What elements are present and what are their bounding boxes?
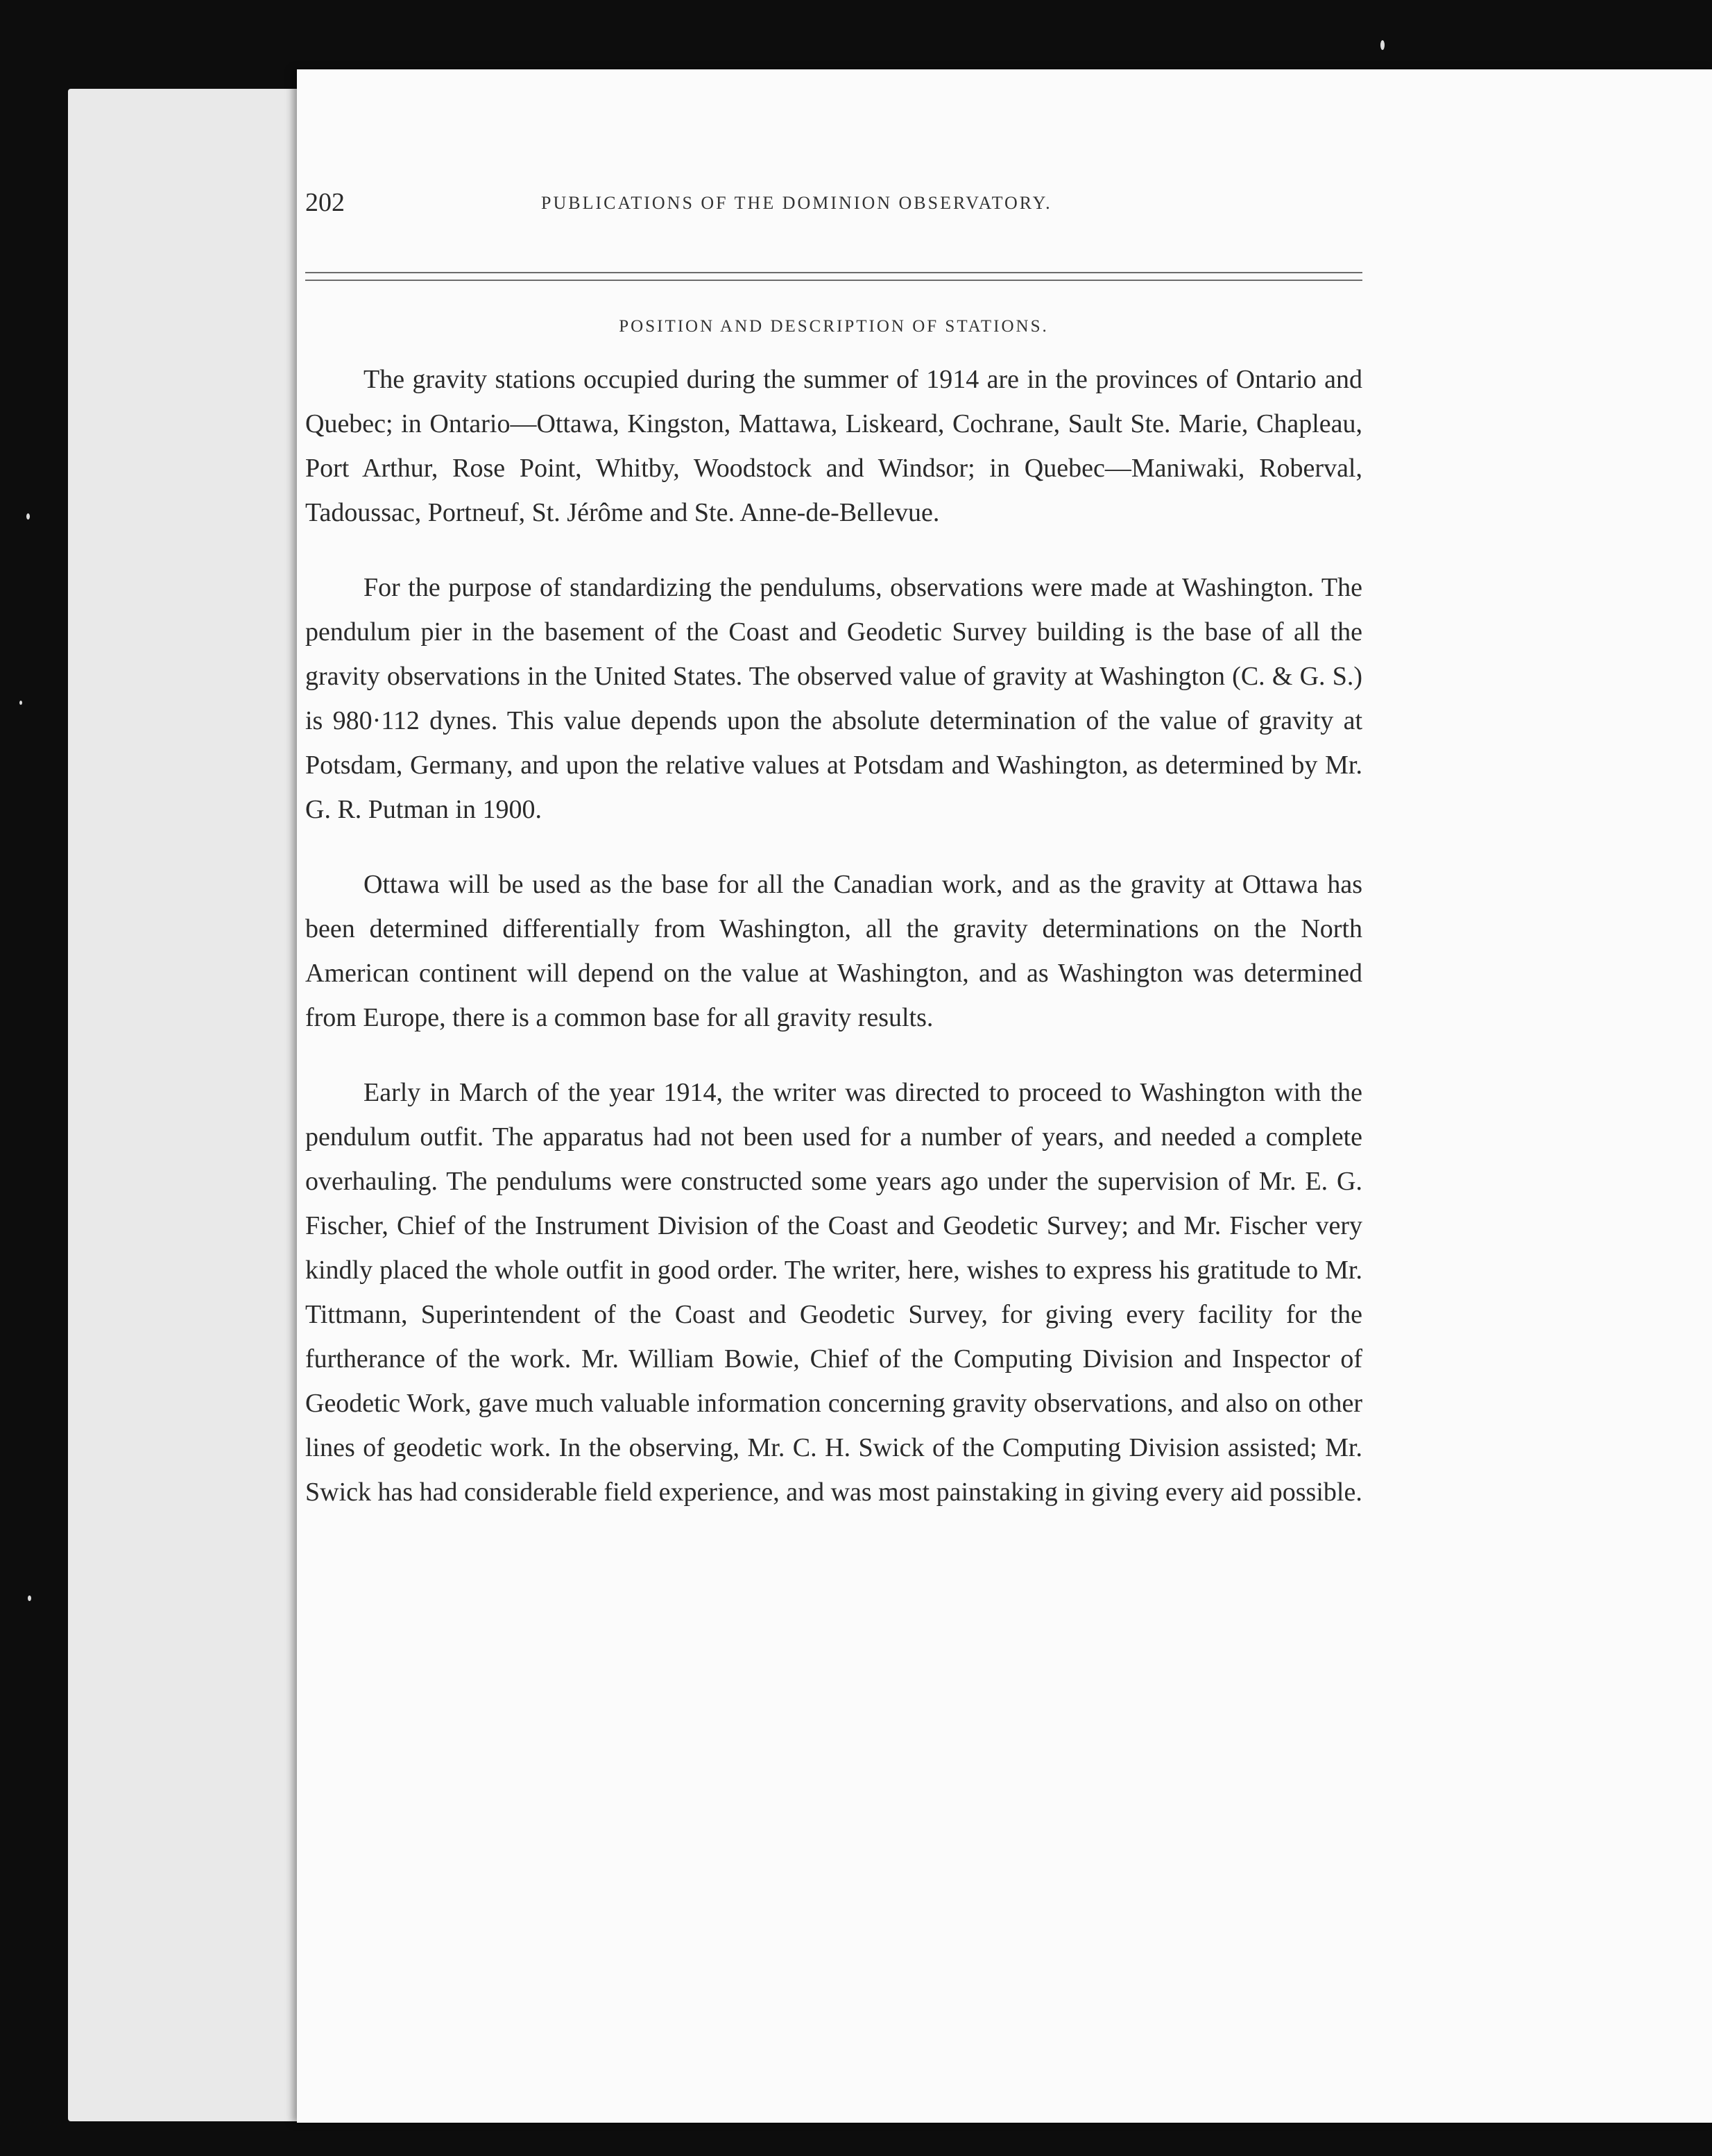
scan-speck xyxy=(26,513,30,520)
paragraph-ottawa-base: Ottawa will be used as the base for all the Canadian work, and as the gravity at Ottawa has been determined differentially from Washington, all the gravity determinations on the North American continent will depend on the value at Washington, and as Washington was determined from Europe, there is a common base for all gravity results. xyxy=(305,870,1362,1032)
paragraph-stations: The gravity stations occupied during the summer of 1914 are in the provinces of Ontario and Quebec; in Ontario—Ottawa, Kingston, Mattawa, Liskeard, Cochrane, Sault Ste. Marie, Chapleau, Port Arthur, Rose Point, Whitby, Woodstock and Windsor; in Quebec—Maniwaki, Roberval, Tadoussac, Portneuf, St. Jérôme and Ste. Anne-de-Bellevue. xyxy=(305,365,1362,527)
paragraph-washington-trip: Early in March of the year 1914, the writer was directed to proceed to Washington with the pendulum outfit. The apparatus had not been used for a number of years, and needed a complete overhauling. The pendulums were constructed some years ago under the supervision of Mr. E. G. Fischer, Chief of the Instrument Division of the Coast and Geodetic Survey; and Mr. Fischer very kindly placed the whole outfit in good order. The writer, here, wishes to express his gratitude to Mr. Tittmann, Superintendent of the Coast and Geodetic Survey, for giving every facility for the furtherance of the work. Mr. William Bowie, Chief of the Computing Division and Inspector of Geodetic Work, gave much valuable information concerning gravity observations, and also on other lines of geodetic work. In the observing, Mr. C. H. Swick of the Computing Division assisted; Mr. Swick has had considerable field experience, and was most painstaking in giving every aid possible. xyxy=(305,1078,1362,1507)
page-text-block xyxy=(305,187,1658,1545)
paragraph-standardizing: For the purpose of standardizing the pendulums, observations were made at Washington. The pendulum pier in the basement of the Coast and Geodetic Survey building is the base of all the gravity observations in the United States. The observed value of gravity at Washington (C. & G. S.) is 980·112 dynes. This value depends upon the absolute determination of the value of gravity at Potsdam, Germany, and upon the relative values at Potsdam and Washington, as determined by Mr. G. R. Putman in 1900. xyxy=(305,573,1362,824)
section-heading: POSITION AND DESCRIPTION OF STATIONS. xyxy=(619,317,1049,336)
header-double-rule xyxy=(305,272,1362,281)
scan-speck xyxy=(28,1595,31,1601)
page-number: 202 xyxy=(305,188,345,217)
running-header xyxy=(305,187,1658,243)
scan-speck xyxy=(1380,40,1385,50)
journal-title: PUBLICATIONS OF THE DOMINION OBSERVATORY. xyxy=(541,193,1052,213)
scan-speck xyxy=(19,701,22,705)
